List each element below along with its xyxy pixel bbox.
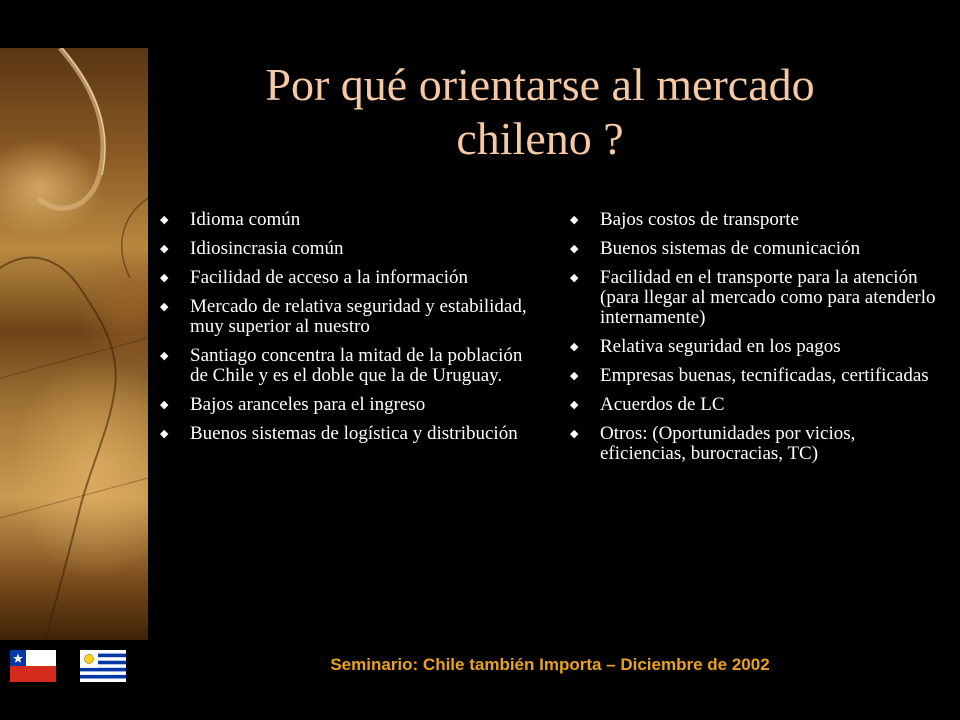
bullet-item [560,366,940,386]
bullet-text: Bajos aranceles para el ingreso [190,394,426,415]
bullet-text: Idiosincrasia común [190,238,344,259]
diamond-bullet-icon: ◆ [160,301,169,313]
diamond-bullet-icon: ◆ [570,341,579,353]
left-bullet-list [150,210,530,453]
bullet-item [150,210,530,230]
title-line-2: chileno ? [456,113,624,164]
uruguay-flag-icon [80,650,126,682]
bullet-item [560,210,940,230]
map-decoration [0,48,148,640]
diamond-bullet-icon: ◆ [160,243,169,255]
bullet-item [560,268,940,328]
bullet-item [560,337,940,357]
bullet-text: Santiago concentra la mitad de la población de Chile y es el doble que la de Uruguay. [190,345,523,386]
bullet-item [560,395,940,415]
bullet-item [560,424,940,464]
bullet-item [150,424,530,444]
bullet-text: Buenos sistemas de logística y distribución [190,423,518,444]
diamond-bullet-icon: ◆ [160,350,169,362]
bullet-text: Facilidad de acceso a la información [190,267,469,288]
bullet-text: Empresas buenas, tecnificadas, certificadas [600,365,929,386]
bullet-text: Buenos sistemas de comunicación [600,238,861,259]
diamond-bullet-icon: ◆ [570,428,579,440]
bullet-item [150,395,530,415]
right-bullet-list [560,210,940,473]
diamond-bullet-icon: ◆ [570,399,579,411]
diamond-bullet-icon: ◆ [570,272,579,284]
slide-title [150,58,930,166]
footer-text: Seminario: Chile también Importa – Diciembre de 2002 [330,655,770,674]
bullet-text: Facilidad en el transporte para la atención (para llegar al mercado como para atenderlo internamente) [600,267,936,328]
bullet-text: Bajos costos de transporte [600,209,799,230]
top-strip [0,0,960,48]
bottom-strip [0,640,960,720]
diamond-bullet-icon: ◆ [570,214,579,226]
diamond-bullet-icon: ◆ [160,428,169,440]
bullet-text: Idioma común [190,209,301,230]
bullet-text: Otros: (Oportunidades por vicios, eficiencias, burocracias, TC) [600,423,856,464]
bullet-text: Mercado de relativa seguridad y estabilidad, muy superior al nuestro [190,296,527,337]
diamond-bullet-icon: ◆ [160,214,169,226]
diamond-bullet-icon: ◆ [160,272,169,284]
bullet-text: Relativa seguridad en los pagos [600,336,841,357]
bullet-item [560,239,940,259]
bullet-item [150,268,530,288]
bullet-item [150,346,530,386]
bullet-item [150,239,530,259]
diamond-bullet-icon: ◆ [160,399,169,411]
bullet-item [150,297,530,337]
diamond-bullet-icon: ◆ [570,370,579,382]
chile-flag-icon [10,650,56,682]
title-line-1: Por qué orientarse al mercado [265,59,815,110]
bullet-text: Acuerdos de LC [600,394,725,415]
diamond-bullet-icon: ◆ [570,243,579,255]
